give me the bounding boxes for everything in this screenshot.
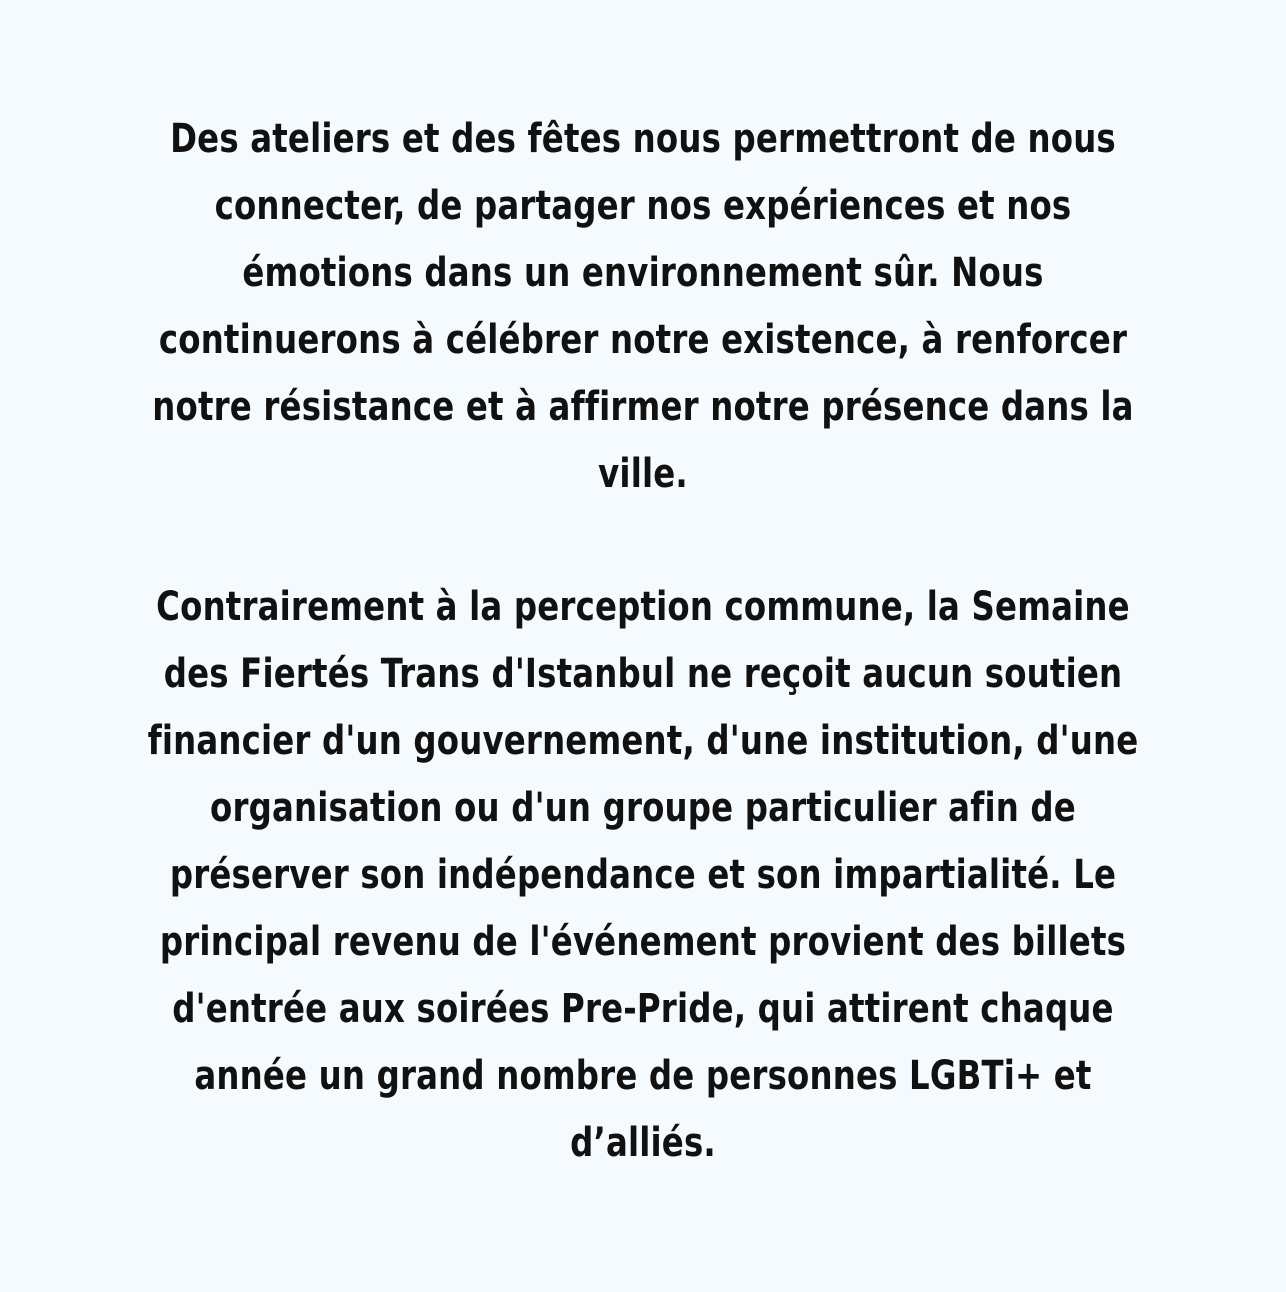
text-line: Contrairement à la perception commune, la Semaine	[156, 584, 1130, 630]
text-line: connecter, de partager nos expériences et nos	[214, 183, 1072, 229]
text-line: principal revenu de l'événement provient des billets	[159, 919, 1127, 965]
text-line: ville.	[598, 451, 688, 497]
text-line: Des ateliers et des fêtes nous permettront de nous	[170, 116, 1116, 162]
text-line: continuerons à célébrer notre existence, à renforcer	[158, 317, 1128, 363]
text-line: année un grand nombre de personnes LGBTi+ et	[194, 1053, 1092, 1099]
text-line: financier d'un gouvernement, d'une institution, d'une	[147, 718, 1139, 764]
text-line: notre résistance et à affirmer notre présence dans la	[152, 384, 1134, 430]
text-line: organisation ou d'un groupe particulier afin de	[210, 785, 1076, 831]
text-line: d'entrée aux soirées Pre-Pride, qui attirent chaque	[172, 986, 1114, 1032]
text-line: préserver son indépendance et son impartialité. Le	[169, 852, 1117, 898]
paragraph-funding	[64, 574, 1221, 1177]
text-line: d’alliés.	[570, 1120, 716, 1166]
paragraph-workshops	[64, 106, 1221, 508]
text-line: des Fiertés Trans d'Istanbul ne reçoit aucun soutien	[163, 651, 1123, 697]
text-line: émotions dans un environnement sûr. Nous	[242, 250, 1044, 296]
